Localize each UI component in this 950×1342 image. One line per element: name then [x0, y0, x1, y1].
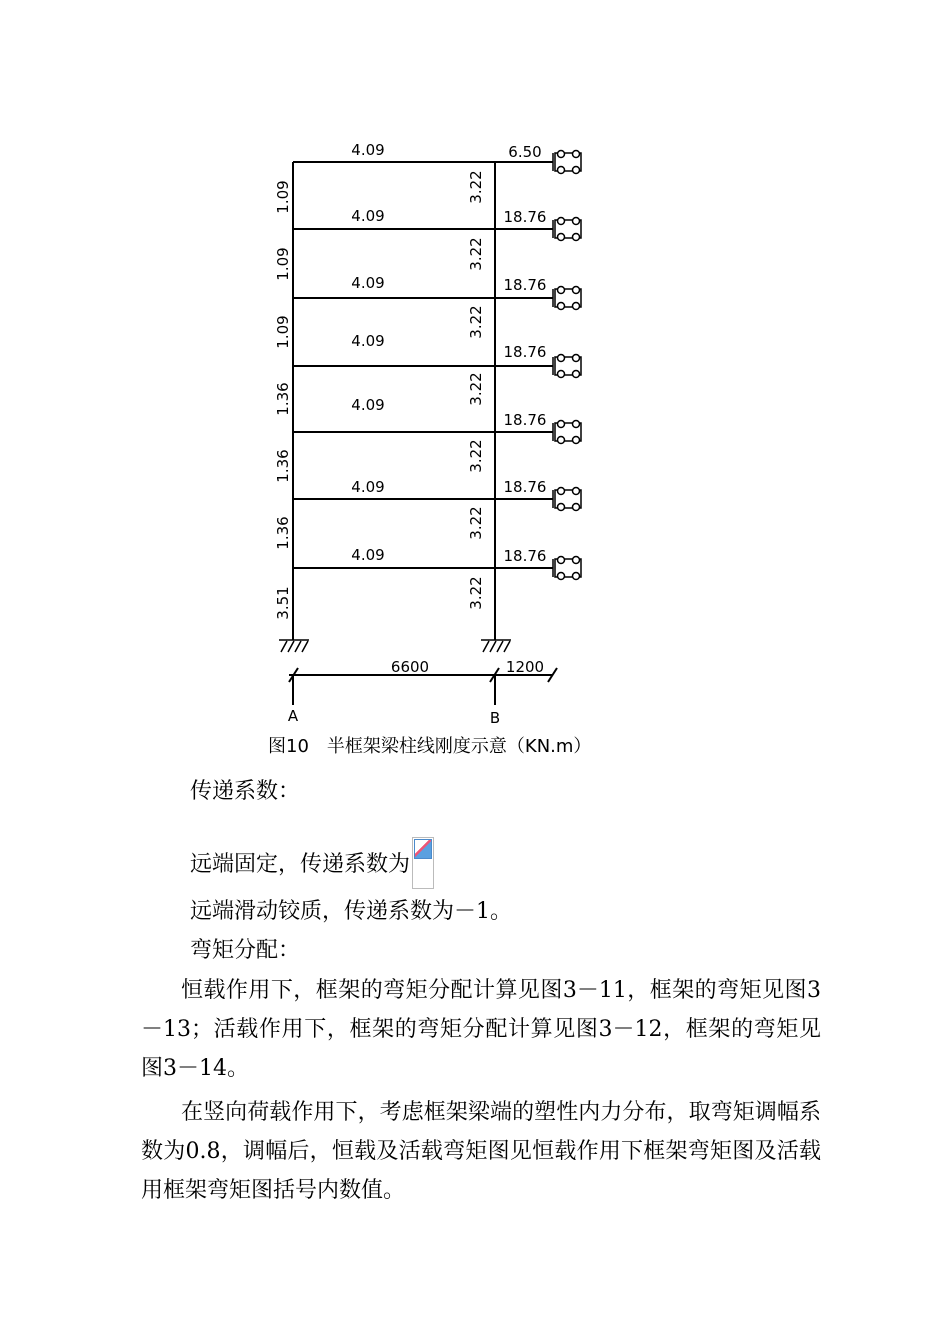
axis-a-label: A: [287, 707, 299, 725]
cantilever-stiffness-label: 18.76: [503, 343, 547, 361]
column-a-stiffness-label: 1.09: [274, 315, 292, 349]
broken-image-icon: [412, 837, 434, 889]
column-b-stiffness-label: 3.22: [467, 170, 485, 204]
column-b-stiffness-label: 3.22: [467, 372, 485, 406]
fixed-end-line: [190, 837, 434, 889]
roller-support: [553, 151, 581, 174]
cantilever-stiffness-label: 18.76: [503, 547, 547, 565]
fixed-support-a: [279, 640, 309, 652]
beam-stiffness-label: 4.09: [351, 546, 385, 564]
cantilever-stiffness-label: 18.76: [503, 411, 547, 429]
transfer-coefficient-heading: 传递系数：: [190, 779, 301, 804]
column-b-stiffness-label: 3.22: [467, 576, 485, 610]
beam-stiffness-label: 4.09: [351, 396, 385, 414]
column-b-stiffness-label: 3.22: [467, 305, 485, 339]
roller-support: [553, 421, 581, 444]
column-b-stiffness-label: 3.22: [467, 237, 485, 271]
paragraph-dead-live-load: 恒载作用下，框架的弯矩分配计算见图3－11，框架的弯矩见图3－13；活载作用下，框架的弯矩分配计算见图3－12，框架的弯矩见图3－14。: [141, 978, 821, 1081]
paragraph-moment-adjustment: 在竖向荷载作用下，考虑框架梁端的塑性内力分布，取弯矩调幅系数为0.8，调幅后，恒载及活载弯矩图见恒载作用下框架弯矩图及活载用框架弯矩图括号内数值。: [141, 1100, 821, 1203]
column-b-stiffness-label: 3.22: [467, 506, 485, 540]
beam-stiffness-label: 4.09: [351, 332, 385, 350]
column-a-stiffness-label: 1.36: [274, 449, 292, 483]
beam-stiffness-label: 4.09: [351, 478, 385, 496]
span-right-label: 1200: [505, 658, 545, 676]
beam-stiffness-label: 4.09: [351, 141, 385, 159]
cantilever-stiffness-label: 18.76: [503, 478, 547, 496]
column-a-stiffness-label: 1.09: [274, 180, 292, 214]
cantilever-stiffness-label: 18.76: [503, 276, 547, 294]
floors: [274, 141, 581, 620]
cantilever-stiffness-label: 6.50: [508, 143, 542, 161]
span-main-label: 6600: [390, 658, 430, 676]
fixed-support-b: [481, 640, 511, 652]
beam-stiffness-label: 4.09: [351, 207, 385, 225]
column-b-stiffness-label: 3.22: [467, 439, 485, 473]
column-a-stiffness-label: 1.36: [274, 516, 292, 550]
figure-caption: 图10 半框架梁柱线刚度示意（KN.m）: [268, 736, 592, 757]
column-a-stiffness-label: 1.36: [274, 382, 292, 416]
beam-stiffness-label: 4.09: [351, 274, 385, 292]
roller-support: [553, 557, 581, 580]
sliding-end-line: 远端滑动铰质，传递系数为－1。: [190, 899, 512, 924]
column-a-stiffness-label: 3.51: [274, 586, 292, 620]
moment-distribution-heading: 弯矩分配：: [190, 938, 301, 963]
fixed-supports: [279, 640, 511, 652]
roller-support: [553, 488, 581, 511]
fixed-end-text: 远端固定，传递系数为: [190, 852, 411, 877]
roller-support: [553, 218, 581, 241]
cantilever-stiffness-label: 18.76: [503, 208, 547, 226]
roller-support: [553, 355, 581, 378]
frame-lines: [289, 162, 557, 705]
roller-support: [553, 287, 581, 310]
column-a-stiffness-label: 1.09: [274, 247, 292, 281]
axis-b-label: B: [489, 709, 501, 727]
